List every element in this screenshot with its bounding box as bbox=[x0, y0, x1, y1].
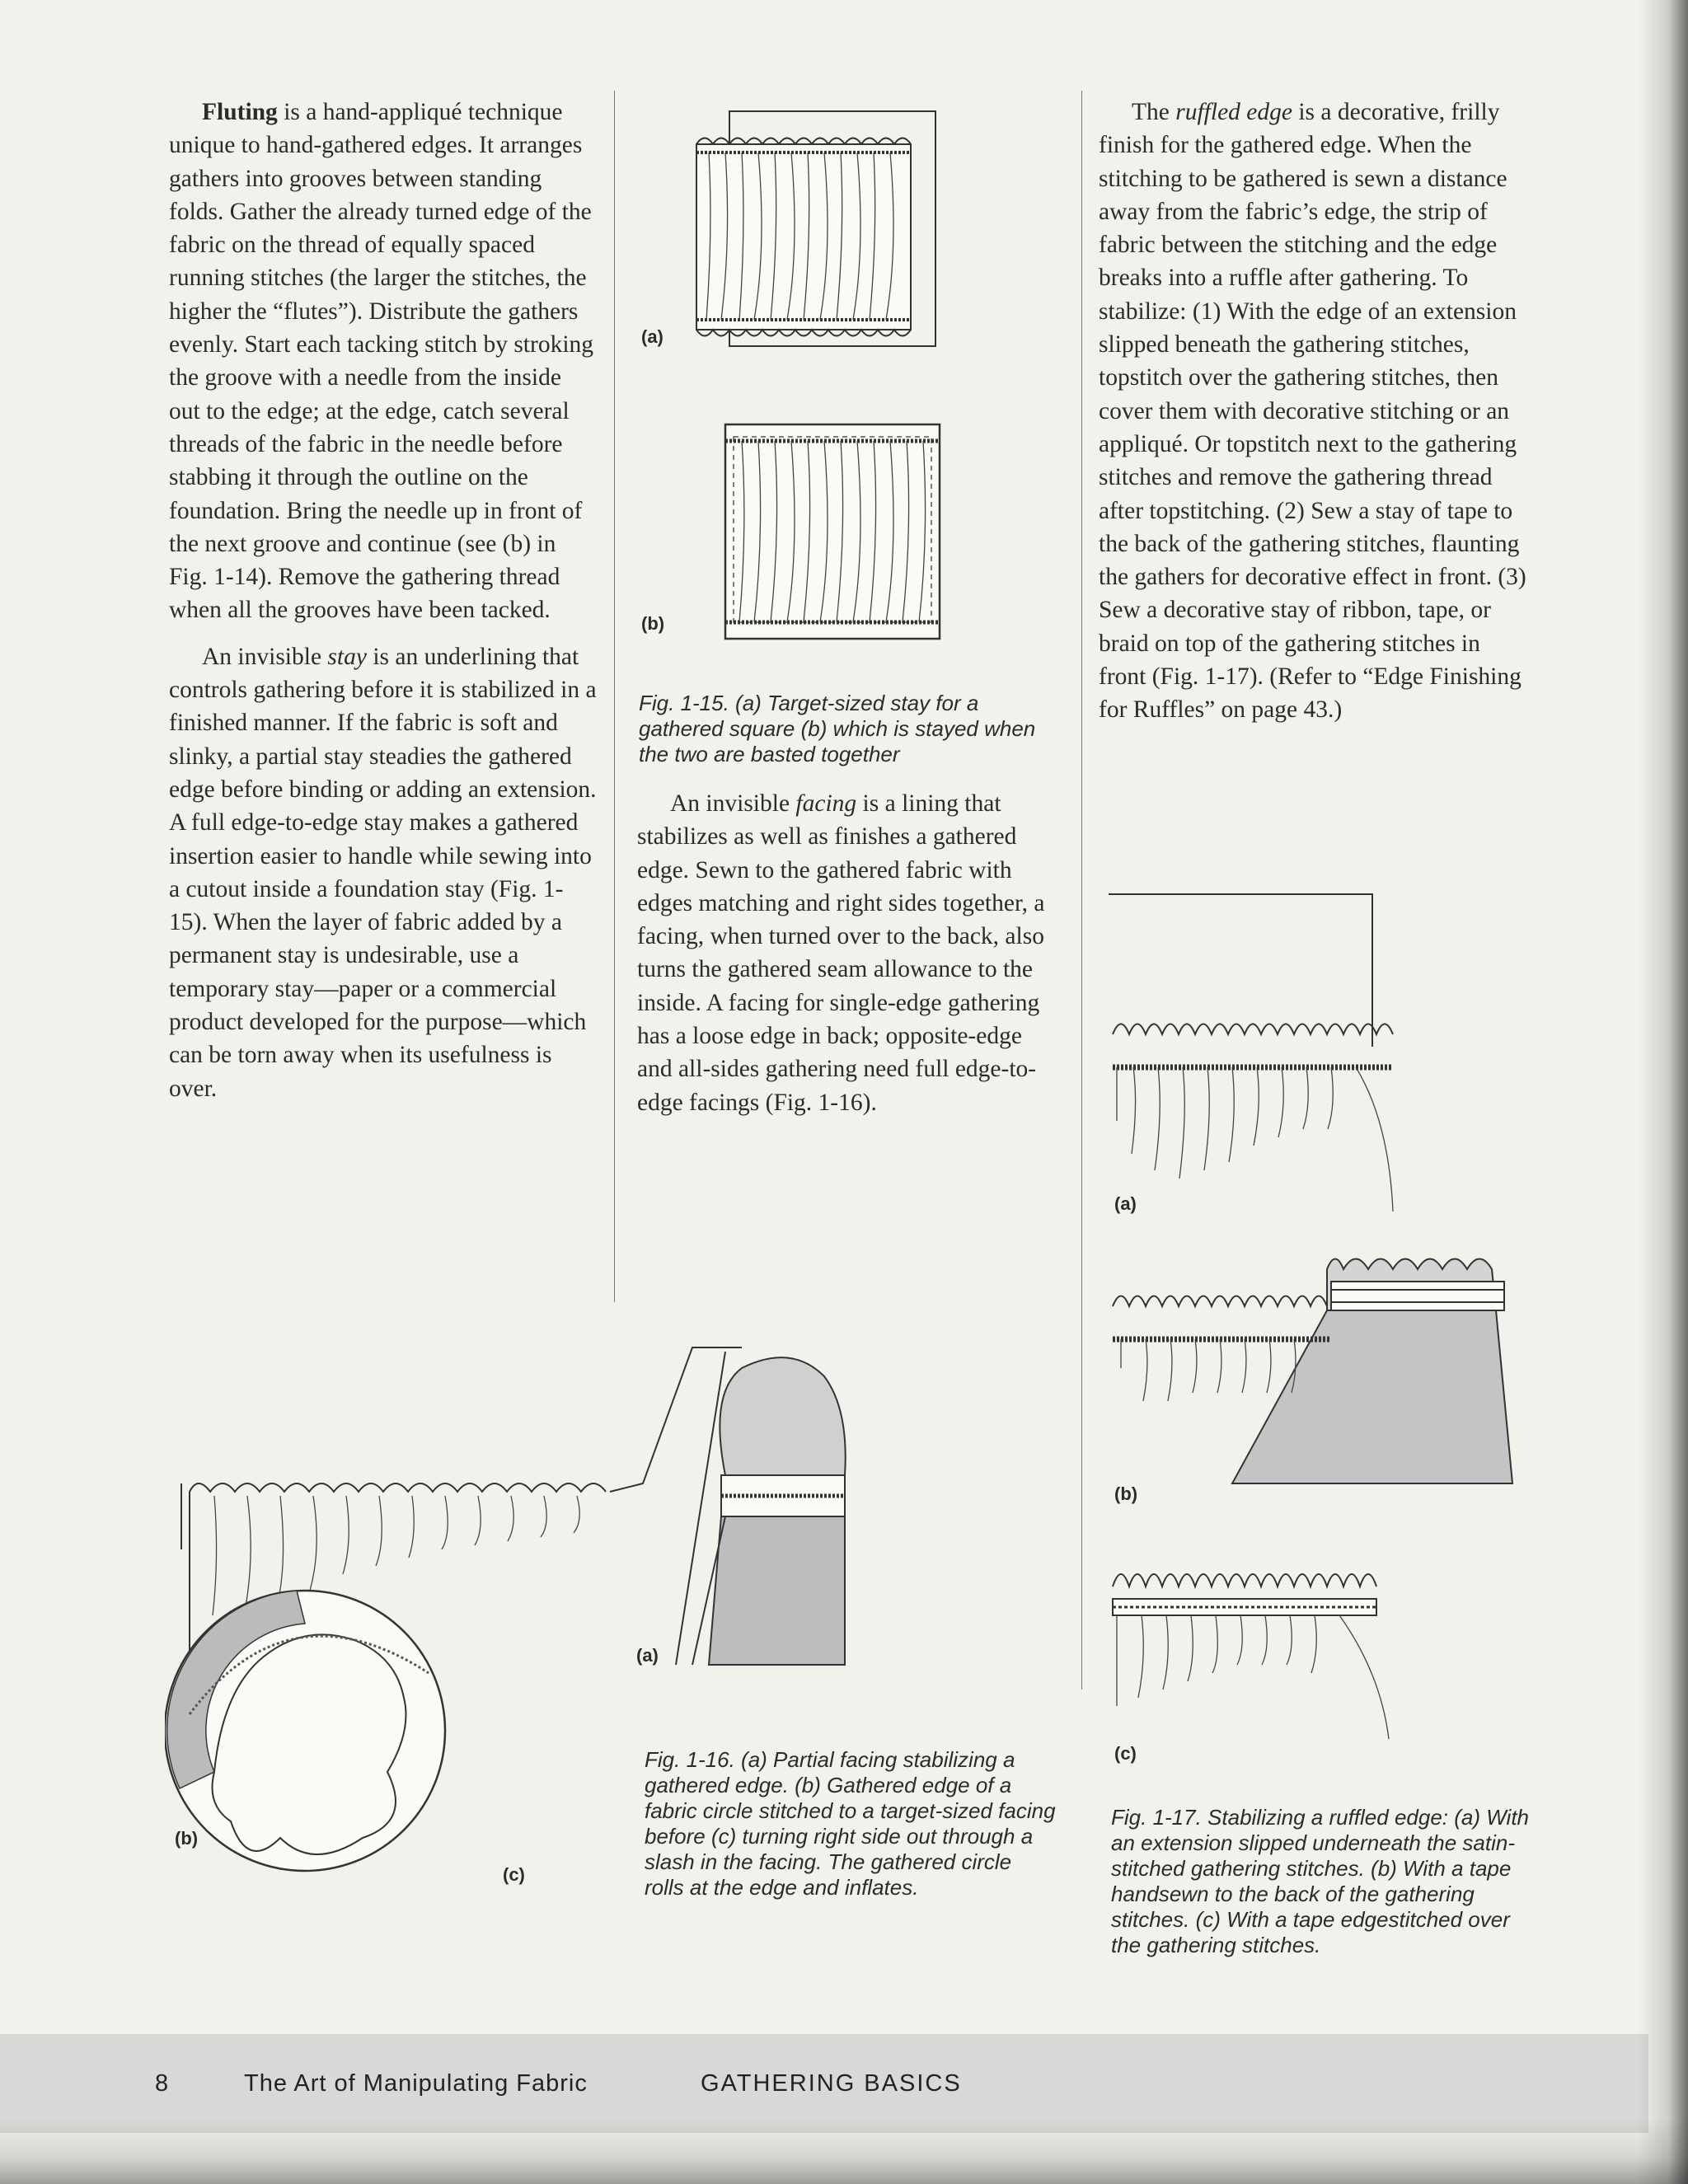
page-shadow-right bbox=[1639, 0, 1688, 2184]
ruffled-edge-text: is a decorative, frilly finish for the gathered edge. When the stitching to be gathered is sewn a distance away from the fabric’s edge, the strip of fabric between the stitching and the edge breaks into a ruffle after gathering. To stabilize: (1) With the edge of an extension slipped beneath the gathering stitches, topstitch over the gathering stitches, then cover them with decorative stitching or an appliqué. Or topstitch next to the gathering stitches and remove the gathering thread after topstitching. (2) Sew a stay of tape to the back of the gathering stitches, flaunting the gathers for decorative effect in front. (3) Sew a decorative stay of ribbon, tape, or braid on top of the gathering stitches in front (Fig. 1-17). (Refer to “Edge Finishing for Ruffles” on page 43.) bbox=[1099, 99, 1526, 724]
fig15-label-a: (a) bbox=[641, 326, 663, 347]
fig15a-gathered-square-illustration bbox=[688, 107, 944, 354]
column-3-text bbox=[1099, 96, 1527, 740]
ruffled-edge-paragraph bbox=[1099, 96, 1527, 727]
stay-text: is an underlining that controls gathering before it is stabilized in a finished manner. If the fabric is soft and slinky, a partial stay steadies the gathered edge before binding or adding an extension. A full edge-to-edge stay makes a gathered insertion easier to handle while sewing into a cutout inside a foundation stay (Fig. 1-15). When the layer of fabric added by a permanent stay is undesirable, use a temporary stay—paper or a commercial product developed for the purpose—which can be torn away when its usefulness is over. bbox=[169, 643, 597, 1102]
book-title: The Art of Manipulating Fabric bbox=[244, 2070, 588, 2097]
fig16-label-c: (c) bbox=[503, 1864, 525, 1885]
ruffled-edge-term: ruffled edge bbox=[1175, 99, 1292, 125]
facing-intro: An invisible bbox=[670, 790, 796, 817]
page-shadow-bottom bbox=[0, 2118, 1688, 2184]
ruffled-intro: The bbox=[1132, 99, 1176, 125]
fig17c-edgestitched-tape-ruffle-illustration bbox=[1109, 1541, 1455, 1747]
page-number: 8 bbox=[155, 2070, 170, 2097]
fig17-label-b: (b) bbox=[1114, 1483, 1138, 1504]
fig15-label-b: (b) bbox=[641, 613, 665, 634]
fluting-paragraph bbox=[169, 96, 598, 627]
fig15b-stayed-square-illustration bbox=[721, 420, 944, 643]
column-divider-2 bbox=[1081, 91, 1082, 1690]
fig16-label-a: (a) bbox=[636, 1645, 659, 1666]
column-1-text bbox=[169, 96, 598, 1118]
fig17a-extension-ruffle-illustration bbox=[1109, 890, 1422, 1220]
facing-text: is a lining that stabilizes as well as finishes a gathered edge. Sewn to the gathered fabric with edges matching and right sides together, a facing, when turned over to the back, also turns the gathered seam allowance to the inside. A facing for single-edge gathering has a loose edge in back; opposite-edge and all-sides gathering need full edge-to-edge facings (Fig. 1-16). bbox=[637, 790, 1045, 1116]
fluting-text: is a hand-appliqué technique unique to hand-gathered edges. It arranges gathers into grooves between standing folds. Gather the already turned edge of the fabric on the thread of equally spaced running stitches (the larger the stitches, the higher the “flutes”). Distribute the gathers evenly. Start each tacking stitch by stroking the groove with a needle from the inside out to the edge; at the edge, catch several threads of the fabric in the needle before stabbing it through the outline on the foundation. Bring the needle up in front of the next groove and continue (see (b) in Fig. 1-14). Remove the gathering thread when all the grooves have been tacked. bbox=[169, 99, 594, 624]
facing-paragraph bbox=[637, 787, 1057, 1119]
fig15-caption: Fig. 1-15. (a) Target-sized stay for a gathered square (b) which is stayed when the two are basted together bbox=[639, 691, 1036, 766]
stay-term: stay bbox=[327, 643, 367, 670]
fig17-caption: Fig. 1-17. Stabilizing a ruffled edge: (a) With an extension slipped underneath the satin-stitched gathering stitches. (b) With a tape handsewn to the back of the gathering stitches. (c) With a tape edgestitched over the gathering stitches. bbox=[1111, 1805, 1530, 1957]
stay-paragraph bbox=[169, 640, 598, 1105]
section-title: GATHERING BASICS bbox=[701, 2070, 962, 2097]
facing-term: facing bbox=[795, 790, 857, 817]
fig17b-tape-stay-ruffle-illustration bbox=[1109, 1244, 1537, 1492]
fig17-label-c: (c) bbox=[1114, 1743, 1137, 1764]
column-divider-1 bbox=[614, 91, 615, 1302]
column-2-text bbox=[637, 787, 1057, 1132]
fig16-label-b: (b) bbox=[175, 1828, 199, 1849]
stay-intro: An invisible bbox=[202, 643, 328, 670]
fig17-label-a: (a) bbox=[1114, 1193, 1137, 1214]
fluting-term: Fluting bbox=[202, 99, 278, 125]
fig16-caption: Fig. 1-16. (a) Partial facing stabilizing a gathered edge. (b) Gathered edge of a fabric circle stitched to a target-sized facing before (c) turning right side out through a slash in the facing. The gathered circle rolls at the edge and inflates. bbox=[645, 1747, 1056, 1900]
